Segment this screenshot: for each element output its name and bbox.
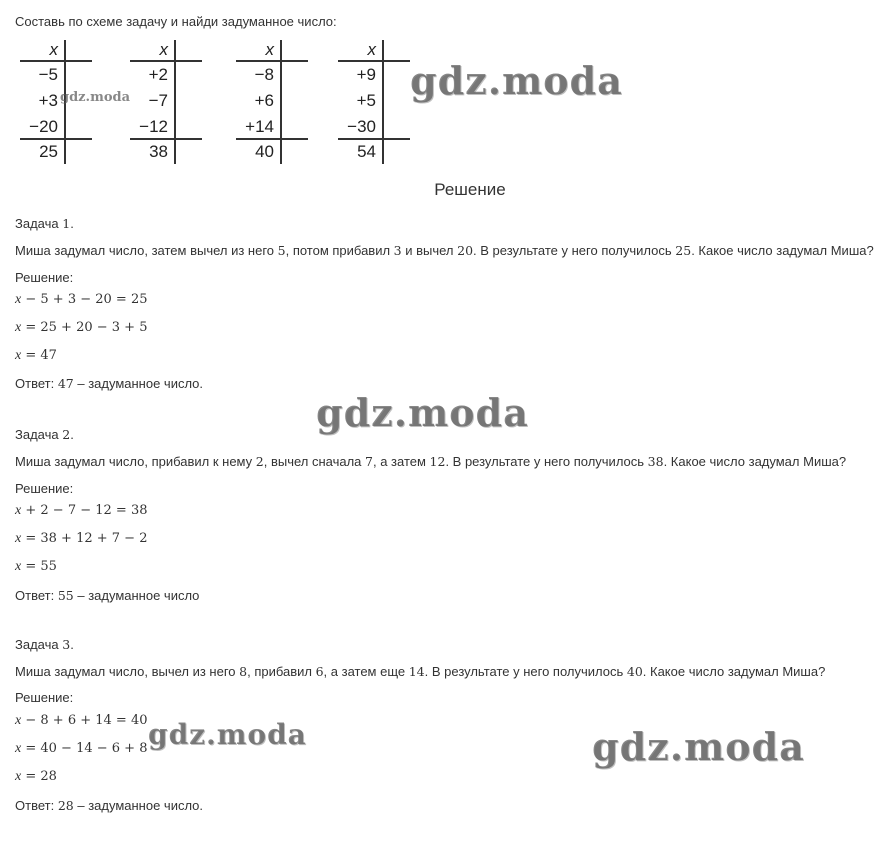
task-2-title: Задача 2.	[15, 427, 74, 442]
table-op: −30	[347, 117, 376, 136]
task-1-answer: Ответ: 47 – задуманное число.	[15, 376, 204, 391]
table-header: x	[159, 40, 168, 59]
watermark: gdz.moda	[410, 58, 623, 103]
task-3-eq-1: x − 8 + 6 + 14 = 40	[15, 713, 148, 728]
task-1-title: Задача 1.	[15, 216, 74, 231]
table-result: 40	[255, 142, 274, 161]
task-3-solution-label: Решение:	[15, 690, 74, 705]
table-header: x	[49, 40, 58, 59]
task-3-eq-2: x = 40 − 14 − 6 + 8	[15, 741, 148, 756]
task-3-text: Миша задумал число, вычел из него 8, прибавил 6, а затем еще 14. В результате у него получилось 40. Какое число задумал Миша?	[15, 664, 826, 679]
table-op: +9	[356, 65, 376, 84]
table-op: +5	[356, 91, 376, 110]
table-op: −8	[254, 65, 274, 84]
task-3-eq-3: x = 28	[15, 769, 57, 784]
task-1-eq-1: x − 5 + 3 − 20 = 25	[15, 292, 148, 307]
table-op: +2	[148, 65, 168, 84]
table-result: 54	[357, 142, 376, 161]
table-op: −20	[29, 117, 58, 136]
task-2-eq-2: x = 38 + 12 + 7 − 2	[15, 531, 148, 546]
watermark: gdz.moda	[148, 718, 307, 751]
watermark-small: gdz.moda	[60, 90, 131, 105]
task-2-eq-1: x + 2 − 7 − 12 = 38	[15, 503, 148, 518]
task-1-text: Миша задумал число, затем вычел из него 5, потом прибавил 3 и вычел 20. В результате у него получилось 25. Какое число задумал Миша?	[15, 243, 874, 258]
task-2-eq-3: x = 55	[15, 559, 57, 574]
watermark: gdz.moda	[592, 724, 805, 769]
intro-text: Составь по схеме задачу и найди задуманное число:	[15, 14, 337, 29]
task-1-solution-label: Решение:	[15, 270, 74, 285]
task-3-answer: Ответ: 28 – задуманное число.	[15, 798, 204, 813]
table-header: x	[265, 40, 274, 59]
table-result: 38	[149, 142, 168, 161]
task-1-eq-2: x = 25 + 20 − 3 + 5	[15, 320, 148, 335]
watermark: gdz.moda	[316, 390, 529, 435]
table-op: +14	[245, 117, 274, 136]
task-1-eq-3: x = 47	[15, 348, 57, 363]
table-op: +6	[254, 91, 274, 110]
table-op: −12	[139, 117, 168, 136]
table-op: +3	[38, 91, 58, 110]
task-2-text: Миша задумал число, прибавил к нему 2, вычел сначала 7, а затем 12. В результате у него получилось 38. Какое число задумал Миша?	[15, 454, 847, 469]
solution-heading: Решение	[434, 180, 506, 199]
table-header: x	[367, 40, 376, 59]
table-op: −7	[148, 91, 168, 110]
task-3-title: Задача 3.	[15, 637, 74, 652]
task-2-solution-label: Решение:	[15, 481, 74, 496]
table-result: 25	[39, 142, 58, 161]
task-2-answer: Ответ: 55 – задуманное число	[15, 588, 200, 603]
table-op: −5	[38, 65, 58, 84]
